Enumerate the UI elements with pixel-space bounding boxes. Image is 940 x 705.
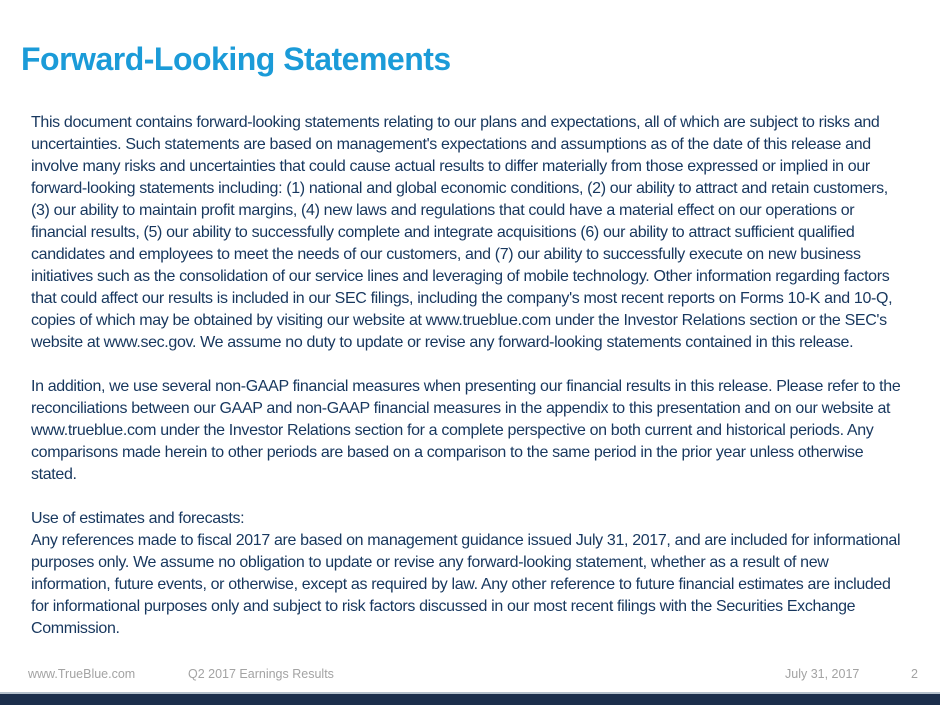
paragraph-line: This document contains forward-looking statements relating to our plans and expectations, all of which are subject to risks and [31,114,880,131]
paragraph-line: In addition, we use several non-GAAP financial measures when presenting our financial results in this release. Please refer to the [31,378,901,395]
paragraph-line: for informational purposes only and subject to risk factors discussed in our most recent filings with the Securities Exchange [31,598,856,615]
paragraph-line: purposes only. We assume no obligation to update or revise any forward-looking statement, whether as a result of new [31,554,829,571]
paragraph-line: Use of estimates and forecasts: [31,510,245,527]
page-title: Forward-Looking Statements [21,41,451,77]
paragraph-line: reconciliations between our GAAP and non-GAAP financial measures in the appendix to this presentation and on our website at [31,400,891,417]
paragraph-line: that could affect our results is included in our SEC filings, including the company's most recent reports on Forms 10-K and 10-Q, [31,290,893,307]
footer [0,667,940,683]
paragraph-line: Commission. [31,620,120,637]
paragraph [31,112,922,354]
paragraph-line: www.trueblue.com under the Investor Relations section for a complete perspective on both current and historical periods. Any [31,422,874,439]
paragraph-line: Any references made to fiscal 2017 are based on management guidance issued July 31, 2017, and are included for informational [31,532,901,549]
body-text [31,112,922,662]
footer-presentation-title: Q2 2017 Earnings Results [188,667,334,681]
paragraph-line: (3) our ability to maintain profit margins, (4) new laws and regulations that could have a material effect on our operations or [31,202,855,219]
bottom-bar [0,694,940,705]
footer-date: July 31, 2017 [785,667,860,681]
paragraph-line: copies of which may be obtained by visiting our website at www.trueblue.com under the Investor Relations section or the SEC's [31,312,887,329]
paragraph-line: candidates and employees to meet the needs of our customers, and (7) our ability to successfully execute on new business [31,246,861,263]
paragraph-line: comparisons made herein to other periods are based on a comparison to the same period in the prior year unless otherwise [31,444,864,461]
paragraph [31,508,922,640]
paragraph-line: involve many risks and uncertainties that could cause actual results to differ materially from those expressed or implied in our [31,158,870,175]
footer-page-number: 2 [911,667,918,681]
paragraph-line: forward-looking statements including: (1) national and global economic conditions, (2) our ability to attract and retain customers, [31,180,888,197]
footer-website: www.TrueBlue.com [28,667,136,681]
paragraph-line: initiatives such as the consolidation of our service lines and leveraging of mobile technology. Other information regarding factors [31,268,890,285]
paragraph-line: website at www.sec.gov. We assume no duty to update or revise any forward-looking statements contained in this release. [31,334,854,351]
paragraph-line: financial results, (5) our ability to successfully complete and integrate acquisitions (6) our ability to attract sufficient qualified [31,224,855,241]
paragraph [31,376,922,486]
paragraph-line: stated. [31,466,77,483]
paragraph-line: uncertainties. Such statements are based on management's expectations and assumptions as of the date of this release and [31,136,871,153]
paragraph-line: information, future events, or otherwise, except as required by law. Any other reference to future financial estimates are included [31,576,891,593]
